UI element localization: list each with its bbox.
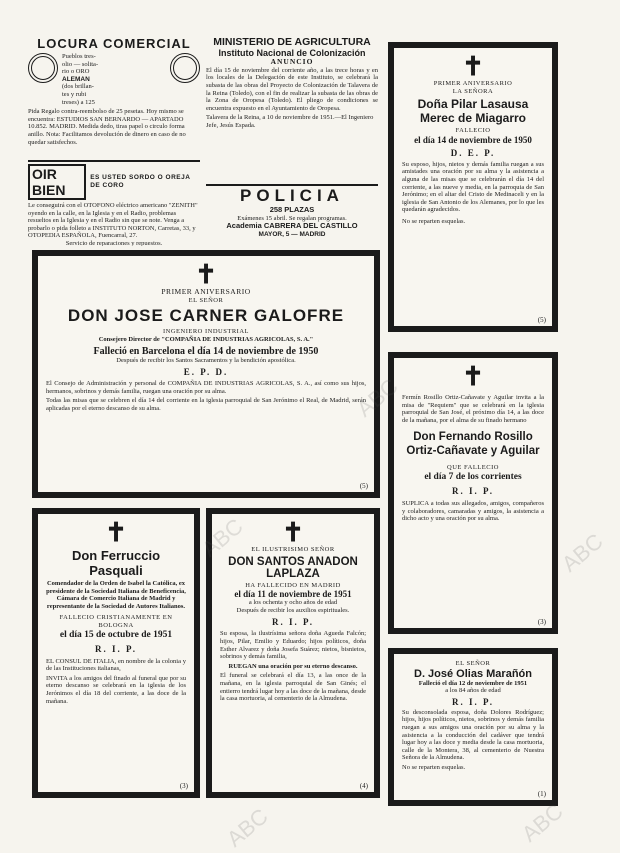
locura-body: Pida Regalo contra-reembolso de 25 pesetas. Hoy mismo se encuentra: ESTUDIOS SAN BERNARDO — APARTADO 10.852. MADRID. Medida dedo, tiras papel o circulo forma anillo. Nota: Facilitamos devolución de dinero en caso de no quedar satisfechos. [28, 108, 186, 146]
oirbien-subtitle: ES USTED SORDO O OREJA DE CORO [90, 174, 191, 189]
ring-icon [170, 53, 200, 83]
policia-title: POLICIA [240, 186, 344, 205]
maranon-name: D. José Olias Marañón [414, 667, 532, 680]
abc-watermark: ABC [556, 528, 608, 577]
policia-address: MAYOR, 5 — MADRID [258, 231, 326, 239]
obituary-pasquali [32, 508, 200, 798]
pasquali-consul: EL CONSUL DE ITALIA, en nombre de la colonia y de las Instituciones italianas, [46, 657, 186, 673]
ad-oir-bien [28, 160, 200, 246]
oirbien-body: Le conseguirá con el OTOFONO eléctrico americano "ZENITH" oyendo en la calle, en la Iglesia y en el Radio, problemas resueltos en la Iglesia y en el Radio sin que se note. Venga a probarlo o pida folleto a INSTITUTO NORTON, Carretas, 33, y OTOPEDIA ESPAÑOLA, Fuencarral, 27. [28, 202, 198, 240]
ad-ministerio-agricultura [206, 36, 378, 182]
maranon-senor: EL SEÑOR [455, 660, 491, 667]
pasquali-name: Don Ferruccio Pasquali [71, 548, 161, 578]
oirbien-note: Servicio de reparaciones y repuestos. [65, 239, 163, 246]
cross-icon: ✝ [195, 260, 217, 289]
policia-academy: Academia CABRERA DEL CASTILLO [226, 221, 358, 231]
anadon-sacramentos: Después de recibir los auxilios espirituales. [236, 606, 350, 614]
miagarro-rip: D. E. P. [450, 147, 496, 158]
miagarro-fallecio: FALLECIO [455, 127, 491, 135]
abc-watermark: ABC [516, 798, 568, 847]
locura-lines: Pueblos tres- olio — solita- rio o ORO ALEMAN (dos brillan- tes y rubi treses) a 125 [62, 53, 99, 106]
anadon-ruegan: RUEGAN una oración por su eterno descanso. [228, 662, 358, 670]
miagarro-date: el día 14 de noviembre de 1950 [414, 134, 532, 145]
pasquali-date: el día 15 de octubre de 1951 [59, 629, 173, 640]
locura-title: LOCURA COMERCIAL [37, 36, 191, 51]
anadon-senor: EL ILUSTRISIMO SEÑOR [251, 546, 335, 553]
obituary-anadon-laplaza [206, 508, 380, 798]
carner-title: INGENIERO INDUSTRIAL [162, 328, 249, 336]
ministerio-label: ANUNCIO [270, 57, 314, 66]
cross-icon: ✝ [105, 518, 127, 547]
carner-role: Consejero Director de "COMPAÑIA DE INDUSTRIAS AGRICOLAS, S. A." [98, 335, 314, 343]
obituary-carner-galofre [32, 250, 380, 498]
maranon-num: (1) [537, 790, 546, 798]
ortiz-fallecio: QUE FALLECIO [447, 464, 499, 472]
anadon-age: a los ochenta y ocho años de edad [248, 599, 338, 607]
maranon-footer: No se reparten esquelas. [402, 763, 466, 771]
ortiz-name: Don Fernando Rosillo Ortiz-Cañavate y Aguilar [406, 431, 540, 458]
ad-policia [206, 184, 378, 246]
carner-body2: Todas las misas que se celebren el día 14 del corriente en la iglesia parroquial de San Jerónimo el Real, de Madrid, serán aplicadas por el eterno descanso de su alma. [46, 397, 366, 412]
ortiz-rip: R. I. P. [452, 485, 494, 496]
pasquali-ruega: INVITA a los amigos del finado al funeral que por su eterno descanso se celebrará en la iglesia de los Jerónimos el día 18 del corriente, a las doce de la mañana. [46, 674, 186, 705]
maranon-age: a los 84 años de edad [445, 687, 501, 695]
policia-body: Exámenes 15 abril. Se regalan programas. [237, 214, 347, 222]
obituary-miagarro [388, 42, 558, 332]
carner-senor: EL SEÑOR [188, 296, 224, 304]
maranon-body: Su desconsolada esposa, doña Dolores Rodríguez; hijos, hijos políticos, nietos, sobrinos y demás familia ruegan a sus amigos una oración por su alma y la asistencia a la conducción del cadáver que tendrá lugar hoy a las doce y media desde la casa mortuoria, calle de la Montera, 38, al cementerio de Nuestra Señora de la Almudena. [402, 708, 544, 762]
maranon-date: Falleció el día 12 de noviembre de 1951 [418, 679, 528, 687]
carner-body1: El Consejo de Administración y personal de COMPAÑIA DE INDUSTRIAS AGRICOLAS, S. A., así como sus hijos, hermanos, sobrinos y demás familia, ruegan una oración por su alma. [46, 380, 366, 395]
cross-icon: ✝ [462, 52, 484, 81]
carner-sacramentos: Después de recibir los Santos Sacramentos y la bendición apostólica. [116, 356, 296, 364]
miagarro-senora: LA SEÑORA [452, 87, 494, 95]
pasquali-body: Comendador de la Orden de Isabel la Católica, ex presidente de la Sociedad Italiana de Beneficencia, Cámara de Comercio Italiana de Madrid y representante de la Sociedad de Autores Italianos. [46, 580, 186, 610]
anadon-body: Su esposa, la ilustrísima señora doña Agueda Falcón; hijos, Pilar, Emilio y Eduardo; hijos políticos, doña Esther Alvarez y doña Josefa Suárez; nietos, bisnietos, sobrinos y demás familia, [220, 630, 366, 661]
ring-icon [28, 53, 58, 83]
abc-watermark: ABC [221, 803, 273, 852]
carner-aniversario: PRIMER ANIVERSARIO [161, 287, 251, 296]
ortiz-body: Fermín Rosillo Ortiz-Cañavate y Aguilar invita a la misa de "Requiem" que se celebrará en la iglesia parroquial de San José, el próximo día 14, a las doce de la mañana, por el alma de su finado hermano [402, 394, 544, 424]
anadon-rip: R. I. P. [272, 617, 314, 628]
carner-death: Falleció en Barcelona el día 14 de noviembre de 1950 [93, 345, 319, 357]
miagarro-footer: No se reparten esquelas. [402, 217, 466, 225]
miagarro-num: (5) [537, 316, 546, 324]
ministerio-subtitle: Instituto Nacional de Colonización [218, 48, 366, 58]
miagarro-aniversario: PRIMER ANIVERSARIO [433, 80, 513, 87]
anadon-fallecio: HA FALLECIDO EN MADRID [245, 581, 341, 589]
carner-name: DON JOSE CARNER GALOFRE [67, 306, 345, 326]
anadon-funeral: El funeral se celebrará el día 13, a las once de la mañana, en la iglesia parroquial de San Ginés; el entierro tendrá lugar hoy a las doce de la mañana, desde la casa mortuoria, al cementerio de la Almudena. [220, 672, 366, 703]
pasquali-fallecio: FALLECIO CRISTIANAMENTE EN BOLOGNA [59, 614, 173, 629]
ministerio-body: El día 15 de noviembre del corriente año, a las trece horas y en los locales de la Delegación de este Instituto, se celebrará la subasta de las obras del Proyecto de Colonización de Talavera de la Reina (Toledo), con el fin de realizar la subasta de las obras de la Zona de Oropesa (Toledo). El pliego de condiciones se encuentra expuesto en el Ayuntamiento de Oropesa. [206, 66, 378, 112]
ministerio-title: MINISTERIO DE AGRICULTURA [213, 36, 371, 48]
ortiz-num: (3) [537, 618, 546, 626]
cross-icon: ✝ [282, 518, 304, 547]
pasquali-num: (3) [179, 782, 188, 790]
ortiz-date: el día 7 de los corrientes [424, 471, 522, 482]
obituary-ortiz-canavate [388, 352, 558, 634]
maranon-rip: R. I. P. [452, 696, 494, 707]
ministerio-footer: Talavera de la Reina, a 10 de noviembre de 1951.—El Ingeniero Jefe, Jesús Espada. [206, 114, 374, 129]
oirbien-title: OIR BIEN [28, 164, 86, 200]
ad-locura-comercial [28, 36, 200, 154]
cross-icon: ✝ [462, 362, 484, 391]
ortiz-ruega: SUPLICA a todas sus allegados, amigos, compañeros y colaboradores, camaradas y amigos, la asistencia a dicho acto y una oración por su alma. [402, 499, 544, 523]
carner-rip: E. P. D. [183, 367, 229, 378]
anadon-name: DON SANTOS ANADON LAPLAZA [228, 555, 358, 580]
policia-subtitle: 258 PLAZAS [269, 205, 315, 214]
miagarro-name: Doña Pilar Lasausa Merec de Miagarro [417, 97, 529, 126]
obituary-olias-maranon [388, 648, 558, 806]
anadon-date: el día 11 de noviembre de 1951 [234, 589, 352, 600]
carner-num: (5) [359, 482, 368, 490]
anadon-num: (4) [359, 782, 368, 790]
pasquali-rip: R. I. P. [95, 643, 137, 654]
miagarro-body: Su esposo, hijos, nietos y demás familia ruegan a sus amistades una oración por su alma y la asistencia a alguna de las misas que se celebrarán el día 14 del corriente, a las nueve y media, en la parroquia de San Jerónimo; en el altar del Cristo de Medinaceli y en la iglesia de San Antonio de los Alemanes, por lo que les quedarán agradecidos. [402, 160, 544, 214]
